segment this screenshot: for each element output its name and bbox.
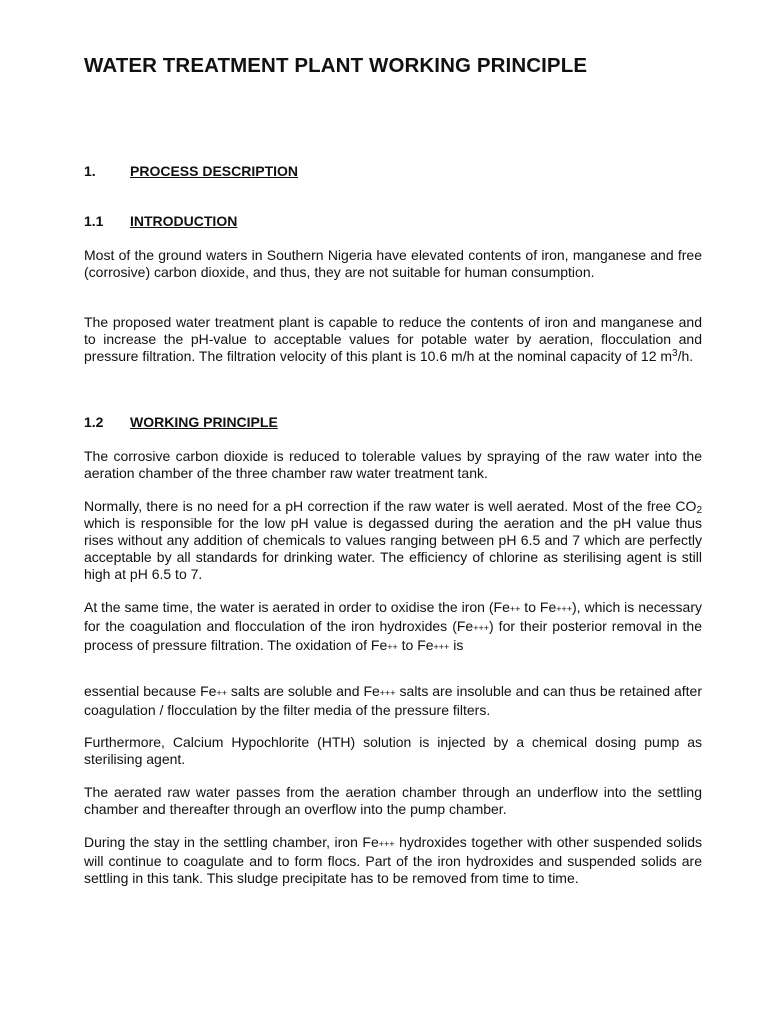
document-page <box>84 0 702 1024</box>
section-heading-working-principle <box>84 414 278 430</box>
ion-charge: ++ <box>509 604 521 614</box>
principle-paragraph-2: Normally, there is no need for a pH correction if the raw water is well aerated. Most of the free $CO_2$ which is responsible for the low pH value is degassed during the aeration and the pH value thus rises without any addition of chemicals to values ranging between pH 6.5 and 7 which are perfectly acceptable by all standards for drinking water. The efficiency of chlorine as sterilising agent is still high at pH 6.5 to 7. <box>84 498 702 582</box>
ion-charge: +++ <box>556 604 573 614</box>
ion-charge: +++ <box>433 642 450 652</box>
intro-paragraph-2: The proposed water treatment plant is capable to reduce the contents of iron and manganese and to increase the pH-value to acceptable values for potable water by aeration, flocculation and pressure filtration. The filtration velocity of this plant is 10.6 m/h at the nominal capacity of 12 $m^3/h$. <box>84 314 702 364</box>
section-number: 1.2 <box>84 414 104 430</box>
section-number: 1.1 <box>84 213 104 229</box>
principle-paragraph-6: The aerated raw water passes from the aeration chamber through an underflow into the settling chamber and thereafter through an overflow into the pump chamber. <box>84 784 702 817</box>
superscript: 3 <box>672 348 678 359</box>
ion-charge: +++ <box>473 623 489 633</box>
ion-charge: ++ <box>387 642 398 652</box>
principle-paragraph-5: Furthermore, Calcium Hypochlorite (HTH) solution is injected by a chemical dosing pump as sterilising agent. <box>84 734 702 767</box>
principle-paragraph-1: The corrosive carbon dioxide is reduced to tolerable values by spraying of the raw water into the aeration chamber of the three chamber raw water treatment tank. <box>84 448 702 481</box>
intro-paragraph-1: Most of the ground waters in Southern Nigeria have elevated contents of iron, manganese and free (corrosive) carbon dioxide, and thus, they are not suitable for human consumption. <box>84 247 702 280</box>
document-title: WATER TREATMENT PLANT WORKING PRINCIPLE <box>84 54 588 77</box>
section-heading-introduction <box>84 213 237 229</box>
section-title: WORKING PRINCIPLE <box>130 414 278 430</box>
principle-paragraph-4: essential because Fe++ salts are soluble and Fe+++ salts are insoluble and can thus be retained after coagulation / flocculation by the filter media of the pressure filters. <box>84 683 702 718</box>
subscript: 2 <box>696 505 702 516</box>
section-title: PROCESS DESCRIPTION <box>130 163 299 179</box>
ion-charge: +++ <box>378 839 395 849</box>
ion-charge: +++ <box>379 688 396 698</box>
principle-paragraph-3: At the same time, the water is aerated in order to oxidise the iron (Fe++ to Fe+++), which is necessary for the coagulation and flocculation of the iron hydroxides (Fe+++) for their posterior removal in the process of pressure filtration. The oxidation of Fe++ to Fe+++ is <box>84 599 702 653</box>
section-title: INTRODUCTION <box>130 213 238 229</box>
principle-paragraph-7: During the stay in the settling chamber, iron Fe+++ hydroxides together with other suspended solids will continue to coagulate and to form flocs. Part of the iron hydroxides and suspended solids are settling in this tank. This sludge precipitate has to be removed from time to time. <box>84 834 702 886</box>
section-number: 1. <box>84 163 96 179</box>
ion-charge: ++ <box>216 688 227 698</box>
section-heading-process-description <box>84 163 298 179</box>
